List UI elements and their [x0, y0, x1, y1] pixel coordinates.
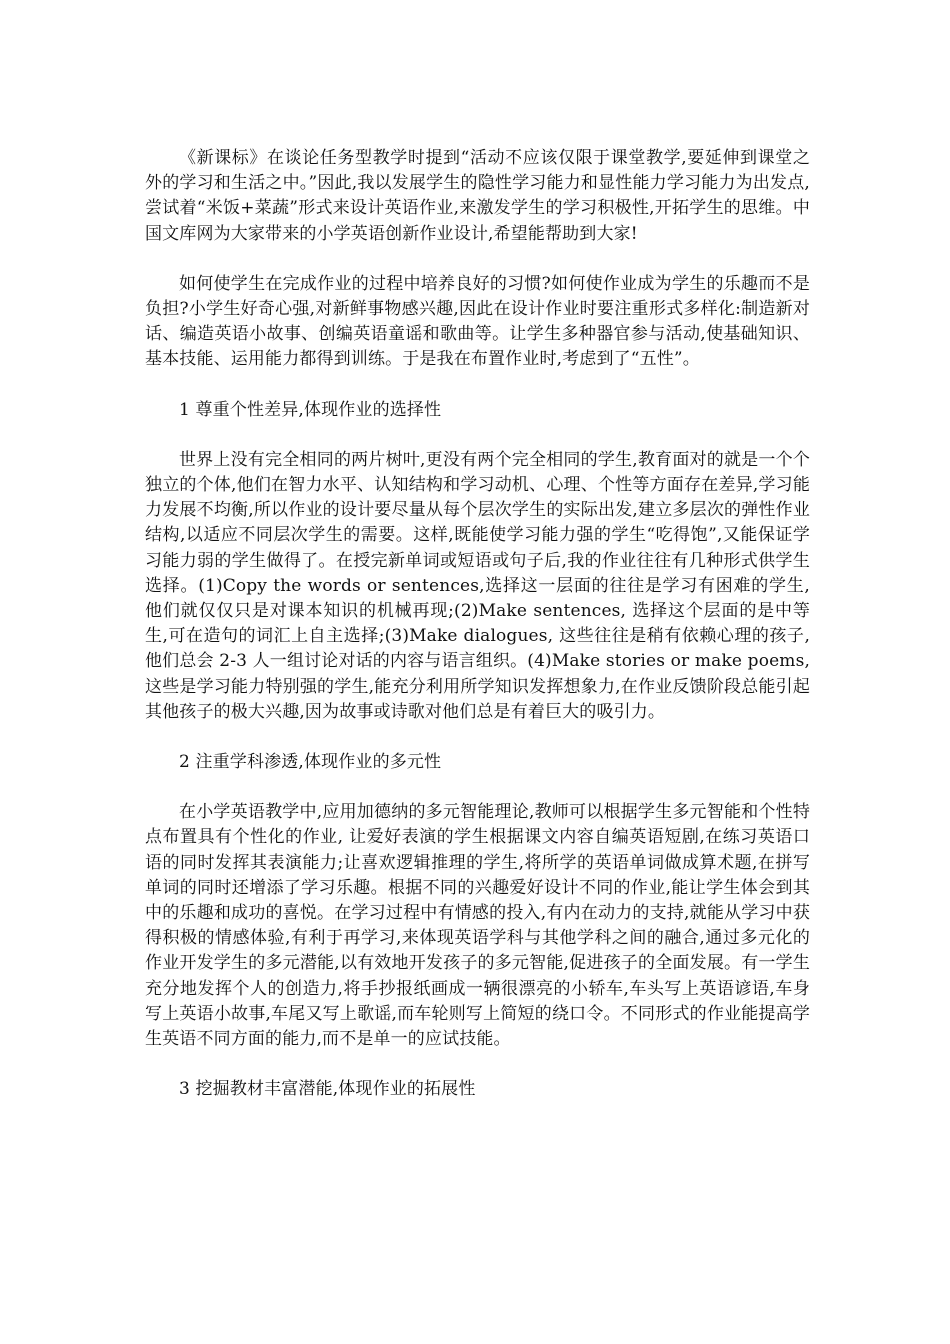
- section-heading-2: 2 注重学科渗透,体现作业的多元性: [179, 752, 442, 773]
- section-heading-3: 3 挖掘教材丰富潜能,体现作业的拓展性: [179, 1079, 476, 1100]
- intro-paragraph: 《新课标》在谈论任务型教学时提到“活动不应该仅限于课堂教学,要延伸到课堂之外的学习和生活之中。”因此,我以发展学生的隐性学习能力和显性能力学习能力为出发点,尝试着“米饭+菜蔬”形式来设计英语作业,来激发学生的学习积极性,开拓学生的思维。中国文库网为大家带来的小学英语创新作业设计,希望能帮助到大家!: [145, 148, 810, 244]
- section-heading-1: 1 尊重个性差异,体现作业的选择性: [179, 399, 442, 420]
- habits-paragraph: 如何使学生在完成作业的过程中培养良好的习惯?如何使作业成为学生的乐趣而不是负担?小学生好奇心强,对新鲜事物感兴趣,因此在设计作业时要注重形式多样化:制造新对话、编造英语小故事、创编英语童谣和歌曲等。让学生多种器官参与活动,使基础知识、基本技能、运用能力都得到训练。于是我在布置作业时,考虑到了“五性”。: [145, 273, 810, 370]
- section-2-paragraph: 在小学英语教学中,应用加德纳的多元智能理论,教师可以根据学生多元智能和个性特点布置具有个性化的作业, 让爱好表演的学生根据课文内容自编英语短剧,在练习英语口语的同时发挥其表演能力;让喜欢逻辑推理的学生,将所学的英语单词做成算术题,在拼写单词的同时还增添了学习乐趣。根据不同的兴趣爱好设计不同的作业,能让学生体会到其中的乐趣和成功的喜悦。在学习过程中有情感的投入,有内在动力的支持,就能从学习中获得积极的情感体验,有利于再学习,来体现英语学科与其他学科之间的融合,通过多元化的作业开发学生的多元潜能,以有效地开发孩子的多元智能,促进孩子的全面发展。有一学生充分地发挥个人的创造力,将手抄报纸画成一辆很漂亮的小轿车,车头写上英语谚语,车身写上英语小故事,车尾又写上歌谣,而车轮则写上简短的绕口令。不同形式的作业能提高学生英语不同方面的能力,而不是单一的应试技能。: [145, 802, 810, 1050]
- section-1-paragraph: 世界上没有完全相同的两片树叶,更没有两个完全相同的学生,教育面对的就是一个个独立的个体,他们在智力水平、认知结构和学习动机、心理、个性等方面存在差异,学习能力发展不均衡,所以作业的设计要尽量从每个层次学生的实际出发,建立多层次的弹性作业结构,以适应不同层次学生的需要。这样,既能使学习能力强的学生“吃得饱”,又能保证学习能力弱的学生做得了。在授完新单词或短语或句子后,我的作业往往有几种形式供学生选择。(1)Copy the words or sentences,选择这一层面的往往是学习有困难的学生,他们就仅仅只是对课本知识的机械再现;(2)Make sentences, 选择这个层面的是中等生,可在造句的词汇上自主选择;(3)Make dialogues, 这些往往是稍有依赖心理的孩子,他们总会 2-3 人一组讨论对话的内容与语言组织。(4)Make stories or make poems, 这些是学习能力特别强的学生,能充分利用所学知识发挥想象力,在作业反馈阶段总能引起其他孩子的极大兴趣,因为故事或诗歌对他们总是有着巨大的吸引力。: [145, 449, 810, 722]
- document-page: [145, 146, 810, 1128]
